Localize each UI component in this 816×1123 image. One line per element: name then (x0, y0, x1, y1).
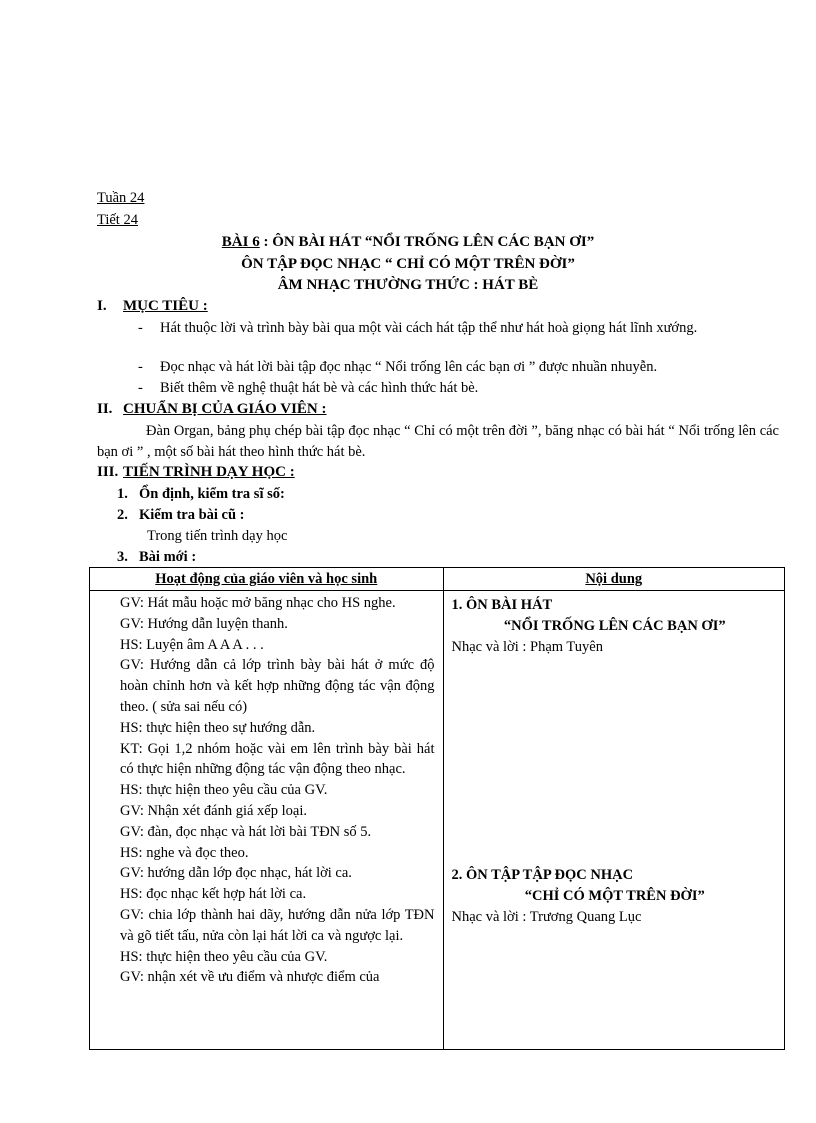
activity-line: GV: Nhận xét đánh giá xếp loại. (120, 802, 307, 819)
activity-line: HS: thực hiện theo sự hướng dẫn. (120, 719, 316, 736)
activity-line: GV: Hướng dẫn luyện thanh. (120, 615, 288, 632)
section-procedure-heading: III. TIẾN TRÌNH DẠY HỌC : (97, 464, 295, 480)
week-label: Tuần 24 (97, 190, 145, 206)
activity-line: KT: Gọi 1,2 nhóm hoặc vài em lên trình bày bài hát có thực hiện những động tác vận động theo nhạc. (120, 740, 435, 778)
header-activities: Hoạt động của giáo viên và học sinh (90, 568, 444, 591)
table-header-row (90, 568, 785, 591)
lesson-activity-table (89, 567, 785, 1050)
activity-line: HS: Luyện âm A A A . . . (120, 636, 264, 653)
activity-line: GV: hướng dẫn lớp đọc nhạc, hát lời ca. (120, 865, 352, 882)
step-1: 1. Ổn định, kiểm tra sĩ số: (117, 486, 285, 502)
activity-line: GV: nhận xét về ưu điểm và nhược điểm của (120, 969, 380, 986)
objective-item-3: - Biết thêm về nghệ thuật hát bè và các hình thức hát bè. (138, 380, 479, 396)
lesson-title-line3: ÂM NHẠC THƯỜNG THỨC : HÁT BÈ (277, 277, 539, 293)
activity-line: GV: chia lớp thành hai dãy, hướng dẫn nửa lớp TĐN và gõ tiết tấu, nửa còn lại hát lời ca và ngược lại. (120, 906, 435, 944)
content-spacer (452, 657, 779, 865)
activity-line: GV: đàn, đọc nhạc và hát lời bài TĐN số 5. (120, 823, 372, 840)
part1-author: Nhạc và lời : Phạm Tuyên (451, 638, 603, 655)
part1-song-title: “NỔI TRỐNG LÊN CÁC BẠN ƠI” (503, 617, 726, 634)
activity-line: HS: đọc nhạc kết hợp hát lời ca. (120, 886, 307, 903)
activity-line: HS: thực hiện theo yêu cầu của GV. (120, 782, 328, 799)
part1-heading: 1. ÔN BÀI HÁT (451, 597, 553, 613)
lesson-title-rest: : ÔN BÀI HÁT “NỔI TRỐNG LÊN CÁC BẠN ƠI” (259, 234, 595, 250)
content-cell (443, 591, 785, 1050)
table-row (90, 591, 785, 1050)
lesson-number: BÀI 6 (221, 234, 260, 250)
activity-line: GV: Hát mẫu hoặc mở băng nhạc cho HS nghe. (120, 595, 396, 611)
part2-author: Nhạc và lời : Trương Quang Lục (451, 908, 642, 925)
activity-line: HS: thực hiện theo yêu cầu của GV. (120, 948, 328, 965)
section-preparation-heading: II. CHUẨN BỊ CỦA GIÁO VIÊN : (97, 401, 327, 417)
preparation-text: Đàn Organ, bảng phụ chép bài tập đọc nhạc “ Chỉ có một trên đời ”, băng nhạc có bài hát “ Nổi trống lên các bạn ơi ” , một số bài hát theo hình thức hát bè. (97, 423, 779, 460)
part2-song-title: “CHỈ CÓ MỘT TRÊN ĐỜI” (524, 888, 705, 905)
objective-item-2: - Đọc nhạc và hát lời bài tập đọc nhạc “ Nổi trống lên các bạn ơi ” được nhuần nhuyễn. (138, 359, 658, 375)
objective-item-1: - Hát thuộc lời và trình bày bài qua một vài cách hát tập thể như hát hoà giọng hát lĩnh xướng. (138, 320, 698, 336)
activity-line: HS: nghe và đọc theo. (120, 844, 249, 861)
old-lesson-note: Trong tiến trình dạy học (147, 528, 288, 544)
section-objectives-heading: I. MỤC TIÊU : (97, 298, 208, 314)
step-3: 3. Bài mới : (117, 549, 197, 565)
activity-line: GV: Hướng dẫn cả lớp trình bày bài hát ở mức độ hoàn chỉnh hơn và kết hợp những động tác vận động theo. ( sửa sai nếu có) (120, 657, 435, 715)
part2-heading: 2. ÔN TẬP TẬP ĐỌC NHẠC (451, 867, 634, 884)
lesson-title-line1 (0, 233, 816, 252)
lesson-title-line2: ÔN TẬP ĐỌC NHẠC “ CHỈ CÓ MỘT TRÊN ĐỜI” (241, 256, 575, 272)
step-2: 2. Kiểm tra bài cũ : (117, 507, 245, 523)
period-label: Tiết 24 (97, 212, 138, 228)
header-content: Nội dung (443, 568, 785, 591)
activities-cell (90, 591, 444, 1050)
